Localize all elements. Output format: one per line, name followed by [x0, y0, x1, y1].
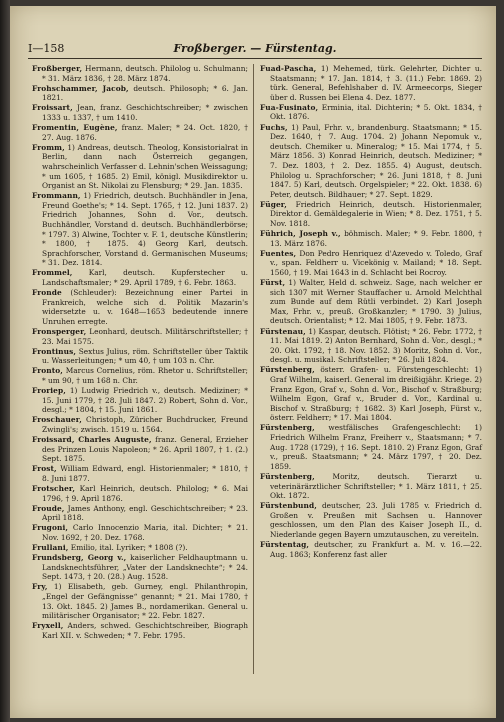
- entry-text: franz. General, Erzieher des Prinzen Louis Napoleon; * 26. April 1807, † 1. (2.) Sept. 1875.: [42, 435, 249, 464]
- column-divider: [253, 64, 254, 674]
- entry-headword: Froschauer,: [32, 415, 82, 425]
- header-rule: [28, 58, 482, 59]
- entry-text: franz. Maler; * 24. Oct. 1820, † 27. Aug. 1876.: [42, 123, 248, 142]
- entry-text: Anders, schwed. Geschichtschreiber, Biograph Karl XII. v. Schweden; * 7. Febr. 1795.: [42, 621, 248, 640]
- entry-headword: Frundsberg, Georg v.,: [32, 553, 127, 563]
- entry-headword: Fuchs,: [260, 122, 288, 132]
- entry-text: 1) Mehemed, türk. Gelehrter, Dichter u. Staatsmann; * 17. Jan. 1814, † 3. (11.) Febr. 1869. 2) türk. General, Befehlshaber d. IV. Armeecorps, Sieger über d. Russen bei Elena 4. Dez. 1877.: [270, 64, 482, 102]
- entry-headword: Fry,: [32, 582, 48, 592]
- entry-text: deutscher, zu Frankfurt a. M. v. 16.—22. Aug. 1863; Konferenz fast aller: [270, 540, 482, 559]
- dictionary-entry: [260, 200, 482, 229]
- dictionary-entry: [260, 501, 482, 539]
- entry-headword: Frommann,: [32, 191, 81, 201]
- entry-text: deutscher, 23. Juli 1785 v. Friedrich d. Großen v. Preußen mit Sachsen u. Hannover geschlossen, um den Plan des Kaiser Joseph II., d. Niederlande gegen Bayern umzutauschen, zu vereiteln.: [270, 501, 482, 539]
- dictionary-entry: [32, 484, 248, 503]
- entry-text: Jean, franz. Geschichtschreiber; * zwischen 1333 u. 1337, † um 1410.: [42, 103, 248, 122]
- entry-text: Hermann, deutsch. Philolog u. Schulmann; * 31. März 1836, † 28. März 1874.: [42, 64, 248, 83]
- entry-headword: Fuentes,: [260, 248, 297, 258]
- dictionary-entry: [32, 366, 248, 385]
- entry-headword: Fryxell,: [32, 621, 64, 631]
- entry-text: Erminia, ital. Dichterin; * 5. Okt. 1834, † Okt. 1876.: [270, 102, 482, 122]
- entry-headword: Führich, Joseph v.,: [260, 229, 341, 239]
- dictionary-entry: [32, 523, 248, 542]
- entry-text: 1) Paul, Frhr. v., brandenburg. Staatsmann; * 15. Dez. 1640, † 7. Aug. 1704. 2) Johann Nepomuk v., deutsch. Chemiker u. Mineralog; * 15. Mai 1774, † 5. März 1856. 3) Konrad Heinrich, deutsch. Mediziner; * 7. Dez. 1803, † 2. Dez. 1855. 4) August, deutsch. Philolog u. Sprachforscher; * 26. Juni 1818, † 8. Juni 1847. 5) Karl, deutsch. Orgelspieler; * 22. Okt. 1838. 6) Peter, deutsch. Bildhauer; * 27. Sept. 1829.: [270, 122, 482, 199]
- entry-text: James Anthony, engl. Geschichtschreiber; * 23. April 1818.: [42, 503, 248, 523]
- entry-headword: Froude,: [32, 503, 65, 513]
- entry-headword: Fürstenau,: [260, 326, 306, 336]
- dictionary-entry: [260, 64, 482, 102]
- entry-headword: Froissart,: [32, 103, 73, 113]
- entry-headword: Frullani,: [32, 543, 69, 553]
- entry-headword: Fronde: [32, 288, 62, 298]
- entry-text: 1) Walter, Held d. schweiz. Sage, nach welcher er sich 1307 mit Werner Stauffacher u. Arnold Melchthal zum Bunde auf dem Rütli verbindet. 2) Karl Joseph Max, Frhr. v., preuß. Großkanzler; * 1790. 3) Julius, deutsch. Orientalist; * 12. Mai 1805, † 9. Febr. 1873.: [270, 278, 482, 326]
- entry-headword: Füger,: [260, 199, 287, 209]
- entry-headword: Fürstenberg,: [260, 471, 315, 481]
- entry-text: Marcus Cornelius, röm. Rhetor u. Schriftsteller; * um 90, † um 168 n. Chr.: [42, 366, 248, 385]
- entry-text: deutsch. Philosoph; * 6. Jan. 1821.: [42, 83, 248, 103]
- entry-headword: Fronsperger,: [32, 327, 87, 337]
- dictionary-entry: [260, 423, 482, 471]
- dictionary-entry: [32, 327, 248, 346]
- dictionary-entry: [32, 191, 248, 268]
- entry-headword: Frontinus,: [32, 346, 77, 356]
- entry-text: 1) Elisabeth, geb. Gurney, engl. Philanthropin, „Engel der Gefängnisse“ genannt; * 21. Mai 1780, † 13. Okt. 1845. 2) James B., nordamerikan. General u. militärischer Organisator; * 22. Febr. 1827.: [42, 582, 248, 621]
- entry-headword: Frohschammer, Jacob,: [32, 83, 129, 93]
- entry-headword: Fürst,: [260, 278, 286, 288]
- entry-headword: Frommel,: [32, 268, 73, 278]
- entry-headword: Fürstentag,: [260, 540, 310, 550]
- dictionary-entry: [32, 435, 248, 464]
- entry-text: Emilio, ital. Lyriker; * 1808 (?).: [68, 543, 188, 553]
- dictionary-entry: [260, 278, 482, 326]
- entry-headword: Frugoni,: [32, 523, 69, 533]
- dictionary-entry: [32, 504, 248, 523]
- dictionary-entry: [32, 123, 248, 142]
- entry-headword: Frotscher,: [32, 484, 76, 494]
- dictionary-entry: [32, 415, 248, 434]
- dictionary-entry: [32, 553, 248, 582]
- dictionary-entry: [260, 472, 482, 501]
- dictionary-entry: [32, 268, 248, 287]
- dictionary-entry: [260, 123, 482, 200]
- entry-text: William Edward, engl. Historienmaler; * 1810, † 8. Juni 1877.: [42, 464, 248, 483]
- dictionary-entry: [32, 64, 248, 83]
- dictionary-entry: [32, 288, 248, 326]
- dictionary-entry: [260, 229, 482, 248]
- entry-headword: Fürstenberg,: [260, 365, 315, 375]
- entry-text: Friedrich Heinrich, deutsch. Historienmaler, Direktor d. Gemäldegalerie in Wien; * 8. Dez. 1751, † 5. Nov. 1818.: [270, 199, 482, 228]
- dictionary-entry: [32, 543, 248, 553]
- page-number: I—158: [28, 42, 65, 55]
- book-page: [10, 6, 496, 718]
- entry-text: westfälisches Grafengeschlecht: 1) Friedrich Wilhelm Franz, Freiherr v., Staatsmann; * 7. Aug. 1728 (1729), † 16. Sept. 1810. 2) Franz Egon, Graf v., preuß. Staatsmann; * 24. März 1797, † 20. Dez. 1859.: [270, 423, 482, 471]
- left-column: [32, 64, 248, 641]
- dictionary-entry: [260, 327, 482, 365]
- right-column: [260, 64, 482, 560]
- dictionary-entry: [32, 582, 248, 620]
- entry-headword: Fua-Fusinato,: [260, 102, 319, 112]
- entry-text: (Schleuder): Bezeichnung einer Partei in Frankreich, welche sich d. Politik Mazarin's widersetzte u. v. 1648—1653 bedeutende innere Unruhen erregte.: [42, 288, 248, 326]
- entry-headword: Fürstenberg,: [260, 423, 315, 433]
- entry-text: Karl Heinrich, deutsch. Philolog; * 6. Mai 1796, † 9. April 1876.: [42, 484, 248, 503]
- dictionary-entry: [260, 365, 482, 423]
- entry-text: Carlo Innocenzio Maria, ital. Dichter; * 21. Nov. 1692, † 20. Dez. 1768.: [42, 523, 248, 542]
- entry-text: Moritz, deutsch. Tierarzt u. veterinärärztlicher Schriftsteller; * 1. März 1811, † 25. Okt. 1872.: [270, 471, 482, 501]
- entry-headword: Fromm,: [32, 142, 65, 152]
- entry-headword: Froriep,: [32, 386, 66, 396]
- dictionary-entry: [32, 347, 248, 366]
- entry-text: böhmisch. Maler; * 9. Febr. 1800, † 13. März 1876.: [270, 229, 482, 248]
- entry-headword: Frost,: [32, 464, 57, 474]
- entry-headword: Froßberger,: [32, 64, 83, 73]
- dictionary-entry: [32, 621, 248, 640]
- entry-text: 1) Friedrich, deutsch. Buchhändler in Jena, Freund Goethe's; * 14. Sept. 1765, † 12. Juni 1837. 2) Friedrich Johannes, Sohn d. Vor., deutsch. Buchhändler, Vorstand d. deutsch. Buchhändlerbörse; * 1797. 3) Alwine, Tochter v. F. 1, deutsche Künstlerin; * 1800, † 1875. 4) Georg Karl, deutsch. Sprachforscher, Vorstand d. Germanischen Museums; * 31. Dez. 1814.: [42, 191, 248, 268]
- entry-text: österr. Grafen- u. Fürstengeschlecht: 1) Graf Wilhelm, kaiserl. General im dreißigjähr. Kriege. 2) Franz Egon, Graf v., Sohn d. Vor., Bischof v. Straßburg; Wilhelm Egon, Graf v., Bruder d. Vor., Kardinal u. Bischof v. Straßburg; † 1682. 3) Karl Joseph, Fürst v., österr. Feldherr; * 17. Mai 1804.: [270, 365, 482, 423]
- entry-headword: Fromentin, Eugène,: [32, 123, 118, 133]
- dictionary-entry: [32, 386, 248, 415]
- page-title: Froßberger. — Fürstentag.: [173, 42, 337, 55]
- dictionary-entry: [260, 540, 482, 559]
- entry-headword: Fuad-Pascha,: [260, 64, 317, 73]
- dictionary-entry: [260, 249, 482, 278]
- entry-text: Karl, deutsch. Kupferstecher u. Landschaftsmaler; * 29. April 1789, † 6. Febr. 1863.: [42, 268, 248, 288]
- book-binding: [0, 0, 10, 722]
- entry-headword: Froissard, Charles Auguste,: [32, 435, 152, 445]
- entry-text: 1) Ludwig Friedrich v., deutsch. Mediziner; * 15. Juni 1779, † 28. Juli 1847. 2) Robert, Sohn d. Vor., desgl.; * 1804, † 15. Juni 1861.: [42, 386, 248, 415]
- entry-text: 1) Andreas, deutsch. Theolog, Konsistorialrat in Berlin, dann nach Österreich gegangen, wahrscheinlich Verfasser d. Lehnin'schen Weissagung; * um 1605, † 1685. 2) Emil, königl. Musikdirektor u. Organist an St. Nikolai zu Flensburg; * 29. Jan. 1835.: [42, 142, 248, 191]
- entry-text: Leonhard, deutsch. Militärschriftsteller; † 23. Mai 1575.: [42, 327, 248, 346]
- entry-text: 1) Kaspar, deutsch. Flötist; * 26. Febr. 1772, † 11. Mai 1819. 2) Anton Bernhard, Sohn d. Vor., desgl.; * 20. Okt. 1792, † 18. Nov. 1852. 3) Moritz, Sohn d. Vor., desgl. u. musikal. Schriftsteller; * 26. Juli 1824.: [270, 326, 482, 365]
- dictionary-entry: [32, 464, 248, 483]
- dictionary-entry: [32, 143, 248, 191]
- entry-headword: Fürstenbund,: [260, 501, 317, 511]
- entry-text: Sextus Julius, röm. Schriftsteller über Taktik u. Wasserleitungen; * um 40, † um 103 n. Chr.: [42, 346, 248, 366]
- entry-text: Don Pedro Henriquez d'Azevedo v. Toledo, Graf v., span. Feldherr u. Vicekönig v. Mailand; * 18. Sept. 1560, † 19. Mai 1643 in d. Schlacht bei Rocroy.: [270, 248, 482, 277]
- dictionary-entry: [32, 84, 248, 103]
- dictionary-entry: [260, 103, 482, 122]
- entry-headword: Fronto,: [32, 366, 63, 376]
- entry-text: Christoph, Züricher Buchdrucker, Freund Zwingli's; zwisch. 1519 u. 1564.: [42, 415, 248, 434]
- entry-text: kaiserlicher Feldhauptmann u. Landsknechtsführer, „Vater der Landsknechte“; * 24. Sept. 1473, † 20. (28.) Aug. 1528.: [42, 553, 248, 582]
- dictionary-entry: [32, 103, 248, 122]
- page-header: [28, 42, 482, 56]
